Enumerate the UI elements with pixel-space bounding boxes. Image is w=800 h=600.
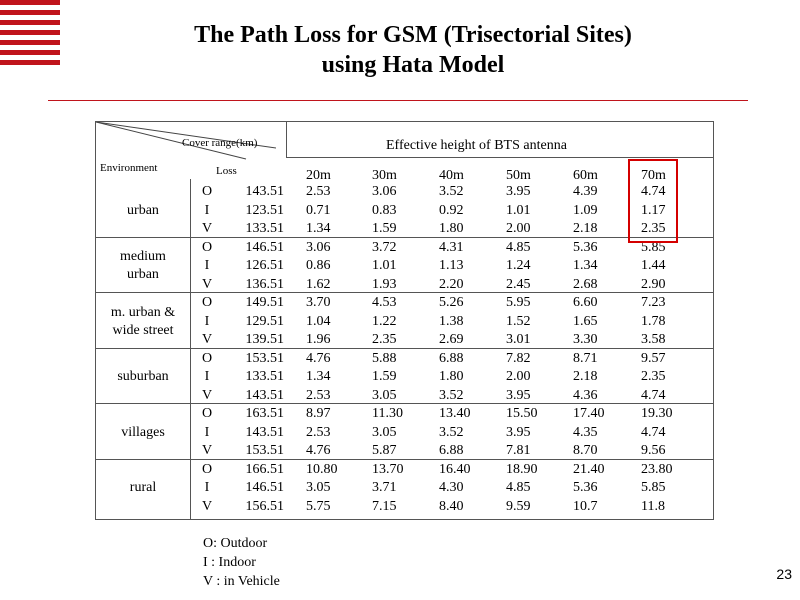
cover-range-value: 4.39 xyxy=(573,184,598,199)
stripe xyxy=(0,10,60,15)
cover-range-value: 2.68 xyxy=(573,276,598,292)
stripe xyxy=(0,40,60,45)
cover-range-value: 0.92 xyxy=(439,202,464,218)
loss-value: 156.51 xyxy=(245,498,284,514)
loss-value: 129.51 xyxy=(245,313,284,329)
cover-range-value: 9.56 xyxy=(641,443,666,458)
loss-value: 136.51 xyxy=(245,276,284,292)
cover-range-value: 3.52 xyxy=(439,424,464,440)
condition-code: I xyxy=(204,202,210,218)
condition-code: I xyxy=(204,313,210,329)
cover-range-value: 1.62 xyxy=(306,276,331,292)
cover-range-value: 2.00 xyxy=(506,221,531,236)
environment-name: suburban xyxy=(117,369,169,385)
cover-range-value: 1.80 xyxy=(439,221,464,236)
environment-label: Environment xyxy=(100,162,158,174)
stripe xyxy=(0,20,60,25)
condition-code: V xyxy=(201,332,213,347)
page-number: 23 xyxy=(776,566,792,582)
cover-range-value: 4.36 xyxy=(573,387,598,403)
cover-range-value: 3.72 xyxy=(372,239,397,255)
cover-range-value: 13.70 xyxy=(372,461,404,477)
cover-range-value: 6.88 xyxy=(439,443,464,458)
cover-range-value: 1.13 xyxy=(439,258,464,273)
cover-range-value: 1.04 xyxy=(306,313,331,329)
legend-indoor: I : Indoor xyxy=(203,555,256,570)
cover-range-value: 3.05 xyxy=(372,424,397,440)
group-separator xyxy=(96,292,713,293)
title-line-1: The Path Loss for GSM (Trisectorial Sites) xyxy=(194,22,632,48)
cover-range-value: 5.85 xyxy=(641,239,666,255)
cover-range-value: 4.30 xyxy=(439,480,464,495)
highlight-box-70m xyxy=(628,159,678,243)
cover-range-value: 3.95 xyxy=(506,184,531,199)
cover-range-value: 3.95 xyxy=(506,424,531,440)
cover-range-value: 7.81 xyxy=(506,443,531,458)
cover-range-value: 7.82 xyxy=(506,350,531,366)
cover-range-value: 2.45 xyxy=(506,276,531,292)
cover-range-value: 1.65 xyxy=(573,313,598,329)
cover-range-value: 19.30 xyxy=(641,406,673,421)
cover-range-value: 4.74 xyxy=(641,387,666,403)
loss-value: 149.51 xyxy=(245,295,284,310)
cover-range-value: 1.01 xyxy=(372,258,397,273)
cover-range-value: 2.18 xyxy=(573,369,598,384)
cover-range-value: 1.17 xyxy=(641,202,666,218)
cover-range-value: 3.71 xyxy=(372,480,397,495)
cover-range-value: 3.52 xyxy=(439,184,464,199)
loss-value: 146.51 xyxy=(245,480,284,495)
cover-range-value: 10.80 xyxy=(306,461,338,477)
cover-range-value: 5.26 xyxy=(439,295,464,310)
height-header: 30m xyxy=(372,168,397,183)
cover-range-value: 5.95 xyxy=(506,295,531,310)
height-header: 70m xyxy=(641,168,666,183)
condition-code: O xyxy=(201,406,213,421)
loss-label: Loss xyxy=(216,165,237,177)
stripe xyxy=(0,0,60,5)
cover-range-value: 0.86 xyxy=(306,258,331,273)
cover-range-value: 2.18 xyxy=(573,221,598,236)
condition-code: V xyxy=(201,498,213,514)
loss-value: 123.51 xyxy=(245,202,284,218)
cover-range-value: 17.40 xyxy=(573,406,605,421)
cover-range-value: 3.30 xyxy=(573,332,598,347)
loss-value: 163.51 xyxy=(245,406,284,421)
cover-range-value: 3.52 xyxy=(439,387,464,403)
cover-range-value: 2.35 xyxy=(641,369,666,384)
height-header: 20m xyxy=(306,168,331,183)
cover-range-value: 2.53 xyxy=(306,387,331,403)
group-separator xyxy=(96,348,713,349)
cover-range-value: 2.53 xyxy=(306,424,331,440)
cover-range-value: 2.00 xyxy=(506,369,531,384)
environment-name: rural xyxy=(129,480,157,496)
cover-range-value: 11.8 xyxy=(641,498,665,514)
cover-range-value: 2.35 xyxy=(372,332,397,347)
title-divider xyxy=(48,100,748,101)
loss-value: 146.51 xyxy=(245,239,284,255)
condition-code: V xyxy=(201,221,213,236)
condition-code: I xyxy=(204,369,210,384)
cover-range-value: 4.85 xyxy=(506,480,531,495)
cover-range-value: 5.88 xyxy=(372,350,397,366)
legend-vehicle: V : in Vehicle xyxy=(203,574,280,589)
cover-range-value: 2.53 xyxy=(306,184,331,199)
height-header: 50m xyxy=(506,168,531,183)
condition-code: O xyxy=(201,295,213,310)
cover-range-value: 5.87 xyxy=(372,443,397,458)
condition-code: O xyxy=(201,350,213,366)
condition-code: V xyxy=(201,443,213,458)
group-separator xyxy=(96,237,713,238)
cover-range-label: Cover range(km) xyxy=(182,137,258,149)
cover-range-value: 23.80 xyxy=(641,461,673,477)
cover-range-value: 0.83 xyxy=(372,202,397,218)
cover-range-value: 1.44 xyxy=(641,258,666,273)
cover-range-value: 2.20 xyxy=(439,276,464,292)
cover-range-value: 4.74 xyxy=(641,184,666,199)
cover-range-value: 1.24 xyxy=(506,258,531,273)
cover-range-value: 1.01 xyxy=(506,202,531,218)
cover-range-value: 5.36 xyxy=(573,239,598,255)
cover-range-value: 1.22 xyxy=(372,313,397,329)
cover-range-value: 3.05 xyxy=(306,480,331,495)
cover-range-value: 0.71 xyxy=(306,202,331,218)
cover-range-value: 1.96 xyxy=(306,332,331,347)
page-title xyxy=(100,20,726,80)
cover-range-value: 21.40 xyxy=(573,461,605,477)
cover-range-value: 4.74 xyxy=(641,424,666,440)
cover-range-value: 1.09 xyxy=(573,202,598,218)
loss-value: 153.51 xyxy=(245,350,284,366)
cover-range-value: 3.05 xyxy=(372,387,397,403)
cover-range-value: 8.71 xyxy=(573,350,598,366)
cover-range-value: 4.76 xyxy=(306,443,331,458)
loss-value: 139.51 xyxy=(245,332,284,347)
environment-name: villages xyxy=(121,424,165,440)
loss-value: 133.51 xyxy=(245,369,284,384)
loss-value: 143.51 xyxy=(245,387,284,403)
group-separator xyxy=(96,459,713,460)
cover-range-value: 1.59 xyxy=(372,369,397,384)
header-rule xyxy=(286,157,713,158)
cover-range-value: 16.40 xyxy=(439,461,471,477)
cover-range-value: 2.35 xyxy=(641,221,666,236)
group-separator xyxy=(96,403,713,404)
cover-range-value: 1.52 xyxy=(506,313,531,329)
cover-range-value: 7.23 xyxy=(641,295,666,310)
cover-range-value: 1.80 xyxy=(439,369,464,384)
title-line-2: using Hata Model xyxy=(321,52,505,78)
condition-code: O xyxy=(201,239,213,255)
loss-value: 166.51 xyxy=(245,461,284,477)
stripe xyxy=(0,50,60,55)
cover-range-value: 1.34 xyxy=(306,369,331,384)
cover-range-value: 6.60 xyxy=(573,295,598,310)
cover-range-value: 1.34 xyxy=(573,258,598,273)
cover-range-value: 4.31 xyxy=(439,239,464,255)
cover-range-value: 3.58 xyxy=(641,332,666,347)
loss-value: 143.51 xyxy=(245,184,284,199)
environment-name: urban xyxy=(127,202,159,218)
cover-range-value: 1.93 xyxy=(372,276,397,292)
cover-range-value: 1.78 xyxy=(641,313,666,329)
cover-range-value: 11.30 xyxy=(372,406,403,421)
legend-outdoor: O: Outdoor xyxy=(203,536,268,551)
cover-range-value: 4.76 xyxy=(306,350,331,366)
environment-name: medium urban xyxy=(120,249,166,283)
condition-code: O xyxy=(201,184,213,199)
cover-range-value: 8.70 xyxy=(573,443,598,458)
loss-value: 153.51 xyxy=(245,443,284,458)
cover-range-value: 7.15 xyxy=(372,498,397,514)
cover-range-value: 5.75 xyxy=(306,498,331,514)
condition-code: I xyxy=(204,480,210,495)
cover-range-value: 3.95 xyxy=(506,387,531,403)
cover-range-value: 3.70 xyxy=(306,295,331,310)
cover-range-value: 1.59 xyxy=(372,221,397,236)
cover-range-value: 18.90 xyxy=(506,461,538,477)
cover-range-value: 9.57 xyxy=(641,350,666,366)
condition-code: I xyxy=(204,258,210,273)
effective-height-label: Effective height of BTS antenna xyxy=(386,138,567,153)
path-loss-table xyxy=(95,121,714,520)
cover-range-value: 15.50 xyxy=(506,406,538,421)
environment-name: m. urban & wide street xyxy=(110,304,176,338)
cover-range-value: 10.7 xyxy=(573,498,598,514)
cover-range-value: 5.36 xyxy=(573,480,598,495)
decorative-stripes xyxy=(0,0,60,72)
cover-range-value: 4.35 xyxy=(573,424,598,440)
cover-range-value: 13.40 xyxy=(439,406,471,421)
legend xyxy=(203,534,280,591)
cover-range-value: 1.38 xyxy=(439,313,464,329)
cover-range-value: 8.40 xyxy=(439,498,464,514)
cover-range-value: 4.85 xyxy=(506,239,531,255)
cover-range-value: 4.53 xyxy=(372,295,397,310)
cover-range-value: 2.69 xyxy=(439,332,464,347)
loss-value: 126.51 xyxy=(245,258,284,273)
cover-range-value: 1.34 xyxy=(306,221,331,236)
cover-range-value: 5.85 xyxy=(641,480,666,495)
cover-range-value: 9.59 xyxy=(506,498,531,514)
condition-code: V xyxy=(201,276,213,292)
environment-column-rule xyxy=(190,179,191,519)
loss-value: 133.51 xyxy=(245,221,284,236)
condition-code: O xyxy=(201,461,213,477)
cover-range-value: 6.88 xyxy=(439,350,464,366)
stripe xyxy=(0,60,60,65)
height-header: 60m xyxy=(573,168,598,183)
condition-code: I xyxy=(204,424,210,440)
cover-range-value: 8.97 xyxy=(306,406,331,421)
loss-value: 143.51 xyxy=(245,424,284,440)
condition-code: V xyxy=(201,387,213,403)
header-separator xyxy=(286,122,287,157)
height-header: 40m xyxy=(439,168,464,183)
cover-range-value: 3.06 xyxy=(306,239,331,255)
stripe xyxy=(0,30,60,35)
cover-range-value: 2.90 xyxy=(641,276,666,292)
cover-range-value: 3.06 xyxy=(372,184,397,199)
cover-range-value: 3.01 xyxy=(506,332,531,347)
